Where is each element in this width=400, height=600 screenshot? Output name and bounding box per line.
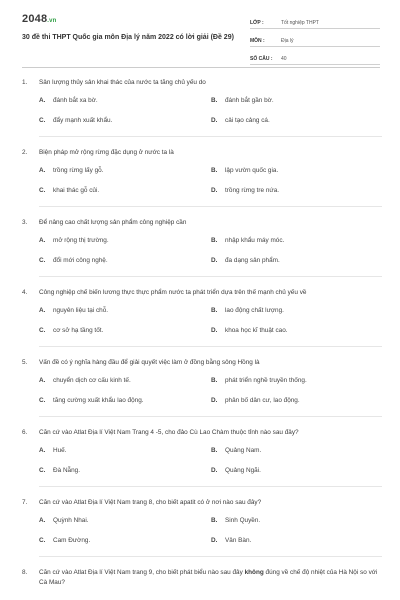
option-d[interactable]	[211, 116, 383, 126]
option-letter: B.	[211, 517, 218, 524]
question-separator	[39, 276, 382, 277]
option-a[interactable]	[39, 96, 211, 106]
option-letter: D.	[211, 117, 218, 124]
option-c[interactable]	[39, 326, 211, 336]
option-letter: A.	[39, 167, 46, 174]
option-text: mở rộng thị trường.	[53, 237, 109, 244]
question-stem: Để nâng cao chất lượng sản phẩm công nghiệp cần	[39, 219, 187, 226]
option-text: khai thác gỗ củi.	[53, 187, 100, 194]
option-text: Huế.	[53, 447, 67, 454]
option-letter: A.	[39, 307, 46, 314]
option-text: Quỳnh Nhai.	[53, 517, 89, 524]
option-c[interactable]	[39, 466, 211, 476]
option-text: Vân Bàn.	[225, 537, 252, 544]
question-stem: Căn cứ vào Atlat Địa lí Việt Nam Trang 4 -5, cho đảo Cù Lao Chàm thuộc tỉnh nào sau đây?	[39, 429, 299, 436]
option-text: tăng cường xuất khẩu lao động.	[53, 397, 144, 404]
question-separator	[39, 556, 382, 557]
option-letter: B.	[211, 97, 218, 104]
option-letter: B.	[211, 377, 218, 384]
question-separator	[39, 416, 382, 417]
option-c[interactable]	[39, 116, 211, 126]
option-a[interactable]	[39, 166, 211, 176]
question-number: 6.	[22, 429, 28, 436]
option-text: khoa học kĩ thuật cao.	[225, 327, 288, 334]
question-number: 7.	[22, 499, 28, 506]
stem-part: đúng về chế độ nhiệt của Hà Nội so với Cà Mau?	[39, 569, 378, 586]
question-number: 5.	[22, 359, 28, 366]
option-c[interactable]	[39, 396, 211, 406]
question-separator	[39, 486, 382, 487]
question-7	[0, 498, 400, 557]
option-c[interactable]	[39, 256, 211, 266]
option-letter: C.	[39, 327, 46, 334]
meta-label: MÔN :	[250, 38, 265, 44]
question-stem: Căn cứ vào Atlat Địa lí Việt Nam trang 8, cho biết apatit có ở nơi nào sau đây?	[39, 499, 262, 506]
option-letter: D.	[211, 327, 218, 334]
question-number: 8.	[22, 569, 28, 576]
question-list	[0, 78, 400, 599]
option-text: nguyên liệu tại chỗ.	[53, 307, 109, 314]
question-2	[0, 148, 400, 207]
option-a[interactable]	[39, 446, 211, 456]
question-stem: Công nghiệp chế biến lương thực thực phẩm nước ta phát triển dựa trên thế mạnh chủ yếu về	[39, 289, 307, 296]
option-text: đẩy mạnh xuất khẩu.	[53, 117, 113, 124]
question-number: 2.	[22, 149, 28, 156]
question-stem: Sản lượng thủy sản khai thác của nước ta tăng chủ yếu do	[39, 79, 206, 86]
option-letter: B.	[211, 447, 218, 454]
question-separator	[39, 206, 382, 207]
question-number: 3.	[22, 219, 28, 226]
option-b[interactable]	[211, 516, 383, 526]
option-text: trồng rừng lấy gỗ.	[53, 167, 104, 174]
meta-row-count	[250, 49, 380, 65]
logo-suffix: .vn	[47, 18, 57, 24]
stem-emphasis: không	[244, 569, 264, 576]
option-c[interactable]	[39, 536, 211, 546]
option-letter: C.	[39, 117, 46, 124]
option-d[interactable]	[211, 326, 383, 336]
option-text: đánh bắt gần bờ.	[225, 97, 274, 104]
meta-value: 40	[281, 56, 287, 62]
option-text: chuyển dịch cơ cấu kinh tế.	[53, 377, 131, 384]
option-text: đổi mới công nghệ.	[53, 257, 108, 264]
option-letter: C.	[39, 257, 46, 264]
document-title: 30 đề thi THPT Quốc gia môn Địa lý năm 2022 có lời giải (Đề 29)	[22, 34, 234, 41]
option-letter: C.	[39, 467, 46, 474]
question-5	[0, 358, 400, 417]
question-number: 4.	[22, 289, 28, 296]
option-a[interactable]	[39, 376, 211, 386]
option-letter: A.	[39, 97, 46, 104]
question-stem: Biện pháp mở rộng rừng đặc dụng ở nước ta là	[39, 149, 174, 156]
option-b[interactable]	[211, 96, 383, 106]
question-separator	[39, 346, 382, 347]
question-6	[0, 428, 400, 487]
option-d[interactable]	[211, 256, 383, 266]
option-letter: B.	[211, 237, 218, 244]
option-text: phân bố dân cư, lao động.	[225, 397, 300, 404]
option-text: đánh bắt xa bờ.	[53, 97, 98, 104]
option-d[interactable]	[211, 466, 383, 476]
option-letter: A.	[39, 237, 46, 244]
option-letter: C.	[39, 537, 46, 544]
meta-value: Địa lý	[281, 38, 294, 44]
option-text: Đà Nẵng.	[53, 467, 80, 474]
option-d[interactable]	[211, 536, 383, 546]
option-a[interactable]	[39, 516, 211, 526]
meta-label: LỚP :	[250, 20, 264, 26]
option-b[interactable]	[211, 446, 383, 456]
meta-row-class	[250, 13, 380, 29]
option-letter: A.	[39, 517, 46, 524]
question-stem	[39, 568, 382, 588]
option-letter: D.	[211, 187, 218, 194]
option-text: Quảng Ngãi.	[225, 467, 261, 474]
option-letter: D.	[211, 537, 218, 544]
option-text: lao động chất lượng.	[225, 307, 284, 314]
site-logo[interactable]	[22, 13, 57, 25]
question-number: 1.	[22, 79, 28, 86]
question-separator	[39, 136, 382, 137]
option-letter: A.	[39, 447, 46, 454]
option-c[interactable]	[39, 186, 211, 196]
option-d[interactable]	[211, 396, 383, 406]
option-letter: A.	[39, 377, 46, 384]
option-b[interactable]	[211, 166, 383, 176]
question-1	[0, 78, 400, 137]
option-text: Quảng Nam.	[225, 447, 262, 454]
option-text: nhập khẩu máy móc.	[225, 237, 285, 244]
question-8	[0, 568, 400, 588]
meta-value: Tốt nghiệp THPT	[281, 20, 319, 26]
option-letter: C.	[39, 397, 46, 404]
option-text: cơ sở hạ tầng tốt.	[53, 327, 104, 334]
option-a[interactable]	[39, 236, 211, 246]
option-letter: C.	[39, 187, 46, 194]
option-letter: B.	[211, 307, 218, 314]
option-text: trồng rừng tre nứa.	[225, 187, 280, 194]
option-letter: D.	[211, 467, 218, 474]
header-divider	[22, 67, 380, 68]
meta-row-subject	[250, 31, 380, 47]
document-meta	[250, 13, 380, 67]
option-text: Sinh Quyền.	[225, 517, 261, 524]
question-3	[0, 218, 400, 277]
document-header	[0, 0, 400, 70]
stem-part: Căn cứ vào Atlat Địa lí Việt Nam trang 9, cho biết phát biểu nào sau đây	[39, 569, 245, 576]
option-d[interactable]	[211, 186, 383, 196]
option-b[interactable]	[211, 376, 383, 386]
option-text: Cam Đường.	[53, 537, 91, 544]
meta-label: SỐ CÂU :	[250, 56, 273, 62]
question-stem: Vấn đề có ý nghĩa hàng đầu để giải quyết việc làm ở đồng bằng sông Hồng là	[39, 359, 260, 366]
option-letter: B.	[211, 167, 218, 174]
option-text: phát triển nghề truyền thống.	[225, 377, 307, 384]
option-text: đa dạng sản phẩm.	[225, 257, 280, 264]
option-text: cải tạo cảng cá.	[225, 117, 270, 124]
option-letter: D.	[211, 397, 218, 404]
option-letter: D.	[211, 257, 218, 264]
option-b[interactable]	[211, 306, 383, 316]
option-text: lập vườn quốc gia.	[225, 167, 279, 174]
logo-main: 2048	[22, 13, 48, 25]
option-a[interactable]	[39, 306, 211, 316]
option-b[interactable]	[211, 236, 383, 246]
question-4	[0, 288, 400, 347]
